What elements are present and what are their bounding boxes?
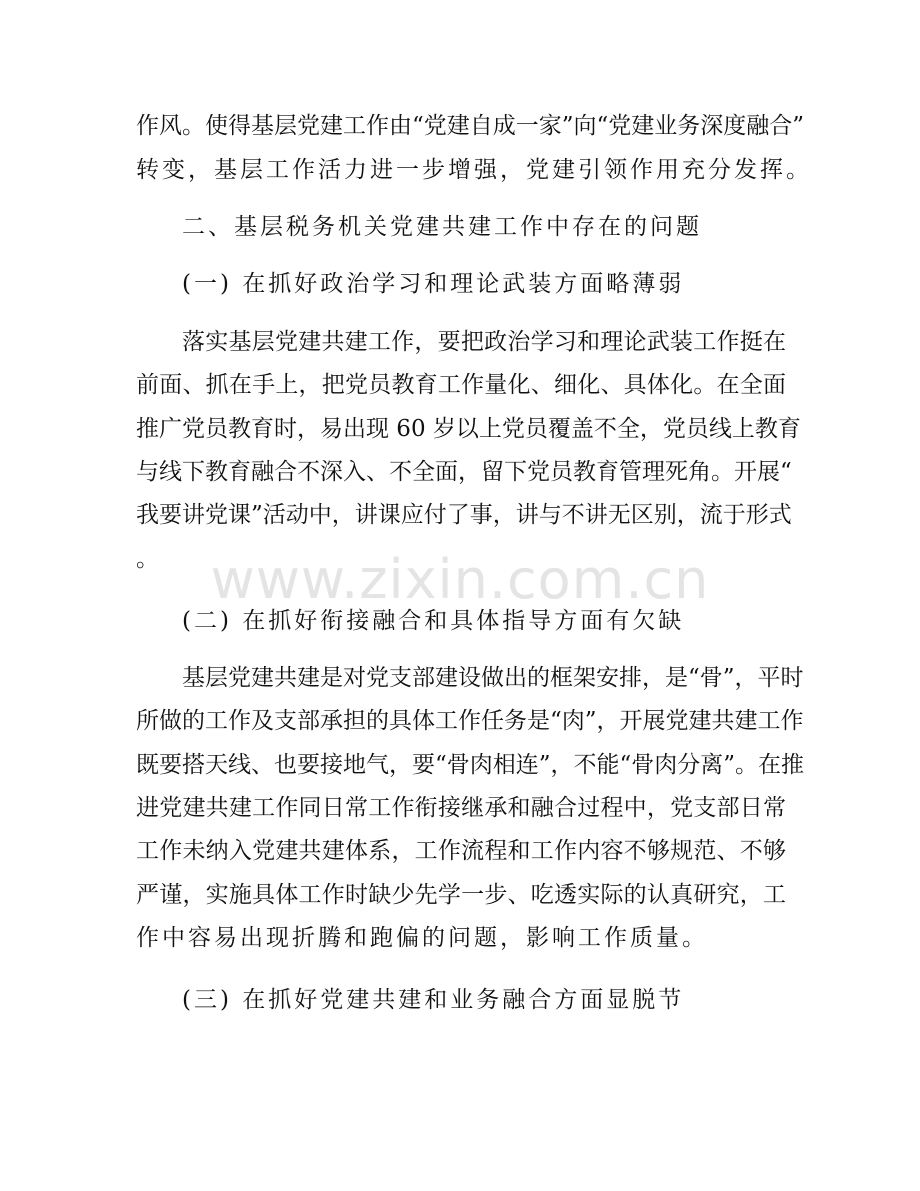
subsection-heading-2: (二) 在抓好衔接融合和具体指导方面有欠缺 — [182, 608, 685, 634]
intro-line-2: 转变，基层工作活力进一步增强，党建引领作用充分发挥。 — [136, 157, 812, 183]
paragraph-line: 。 — [136, 546, 162, 572]
paragraph-line: 所做的工作及支部承担的具体工作任务是“肉”，开展党建共建工作 — [136, 708, 804, 734]
section-heading: 二、基层税务机关党建共建工作中存在的问题 — [182, 214, 702, 240]
paragraph-line: 我要讲党课”活动中，讲课应付了事，讲与不讲无区别，流于形式 — [136, 502, 792, 528]
paragraph-line: 落实基层党建共建工作，要把政治学习和理论武装工作挺在 — [182, 329, 786, 355]
paragraph-line: 进党建共建工作同日常工作衔接继承和融合过程中，党支部日常 — [136, 795, 786, 821]
paragraph-line: 推广党员教育时，易出现 60 岁以上党员覆盖不全，党员线上教育 — [136, 416, 801, 442]
subsection-heading-1: (一) 在抓好政治学习和理论武装方面略薄弱 — [182, 271, 685, 297]
subsection-heading-3: (三) 在抓好党建共建和业务融合方面显脱节 — [182, 987, 685, 1013]
paragraph-line: 严谨，实施具体工作时缺少先学一步、吃透实际的认真研究，工 — [136, 882, 786, 908]
paragraph-line: 工作未纳入党建共建体系，工作流程和工作内容不够规范、不够 — [136, 838, 786, 864]
paragraph-line: 作中容易出现折腾和跑偏的问题，影响工作质量。 — [136, 925, 708, 951]
intro-line-1: 作风。使得基层党建工作由“党建自成一家”向“党建业务深度融合” — [136, 113, 805, 139]
paragraph-line: 基层党建共建是对党支部建设做出的框架安排，是“骨”，平时 — [182, 665, 804, 691]
paragraph-line: 既要搭天线、也要接地气，要“骨肉相连”，不能“骨肉分离”。在推 — [136, 752, 805, 778]
watermark: www.zixin.com.cn — [210, 548, 710, 611]
paragraph-line: 与线下教育融合不深入、不全面，留下党员教育管理死角。开展“ — [136, 459, 792, 485]
paragraph-line: 前面、抓在手上，把党员教育工作量化、细化、具体化。在全面 — [136, 372, 786, 398]
